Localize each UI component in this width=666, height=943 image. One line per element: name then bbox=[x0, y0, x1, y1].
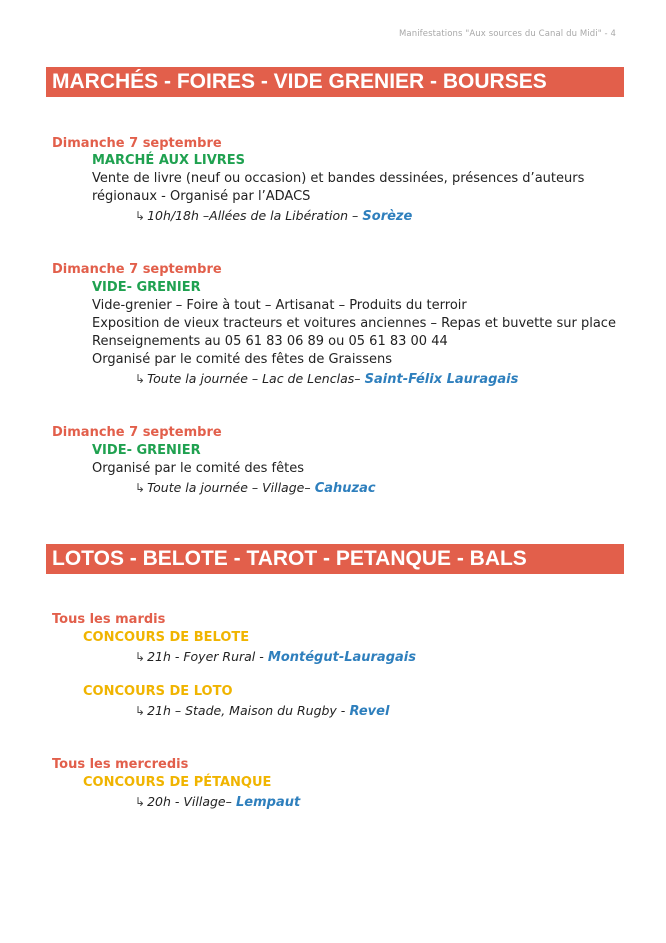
event-category: CONCOURS DE PÉTANQUE bbox=[83, 775, 272, 790]
event-category: CONCOURS DE BELOTE bbox=[83, 630, 250, 645]
event-category: VIDE- GRENIER bbox=[92, 280, 201, 295]
event-town: Lempaut bbox=[236, 795, 301, 810]
event-description-line: régionaux - Organisé par l’ADACS bbox=[92, 189, 311, 204]
event-category: MARCHÉ AUX LIVRES bbox=[92, 153, 246, 168]
section-banner-games: LOTOS - BELOTE - TAROT - PETANQUE - BALS bbox=[46, 544, 624, 574]
event-description-line: Vente de livre (neuf ou occasion) et bandes dessinées, présences d’auteurs bbox=[92, 171, 585, 186]
section-banner-markets: MARCHÉS - FOIRES - VIDE GRENIER - BOURSES bbox=[46, 67, 624, 97]
event-date: Dimanche 7 septembre bbox=[52, 262, 222, 277]
event-description-line: Vide-grenier – Foire à tout – Artisanat – Produits du terroir bbox=[92, 298, 467, 313]
event-description-line: Exposition de vieux tracteurs et voitures anciennes – Repas et buvette sur place bbox=[92, 316, 616, 331]
event-location-text: Toute la journée – Village– bbox=[147, 480, 311, 495]
event-location bbox=[135, 702, 389, 721]
event-location bbox=[135, 648, 416, 667]
page-header-note: Manifestations "Aux sources du Canal du Midi" - 4 bbox=[398, 29, 616, 39]
event-location-text: 20h - Village– bbox=[147, 794, 232, 809]
event-town: Cahuzac bbox=[314, 481, 376, 496]
location-arrow-icon: ↳ bbox=[135, 795, 146, 809]
location-arrow-icon: ↳ bbox=[135, 209, 146, 223]
event-description-line: Organisé par le comité des fêtes de Graissens bbox=[92, 352, 393, 367]
group-date: Tous les mercredis bbox=[52, 757, 189, 772]
event-town: Montégut-Lauragais bbox=[267, 650, 416, 665]
event-location-text: Toute la journée – Lac de Lenclas– bbox=[147, 371, 361, 386]
event-date: Dimanche 7 septembre bbox=[52, 136, 222, 151]
location-arrow-icon: ↳ bbox=[135, 704, 146, 718]
event-location bbox=[135, 370, 518, 389]
location-arrow-icon: ↳ bbox=[135, 372, 146, 386]
location-arrow-icon: ↳ bbox=[135, 481, 146, 495]
event-location-text: 10h/18h –Allées de la Libération – bbox=[147, 208, 359, 223]
event-category: VIDE- GRENIER bbox=[92, 443, 201, 458]
event-category: CONCOURS DE LOTO bbox=[83, 684, 233, 699]
event-town: Sorèze bbox=[362, 209, 413, 224]
event-location-text: 21h - Foyer Rural - bbox=[147, 649, 264, 664]
event-description-line: Renseignements au 05 61 83 06 89 ou 05 61 83 00 44 bbox=[92, 334, 448, 349]
event-date: Dimanche 7 septembre bbox=[52, 425, 222, 440]
event-town: Saint-Félix Lauragais bbox=[364, 372, 519, 387]
event-town: Revel bbox=[349, 704, 390, 719]
event-location bbox=[135, 793, 300, 812]
event-location bbox=[135, 479, 376, 498]
group-date: Tous les mardis bbox=[52, 612, 166, 627]
event-description-line: Organisé par le comité des fêtes bbox=[92, 461, 304, 476]
event-location bbox=[135, 207, 412, 226]
event-location-text: 21h – Stade, Maison du Rugby - bbox=[147, 703, 346, 718]
location-arrow-icon: ↳ bbox=[135, 650, 146, 664]
